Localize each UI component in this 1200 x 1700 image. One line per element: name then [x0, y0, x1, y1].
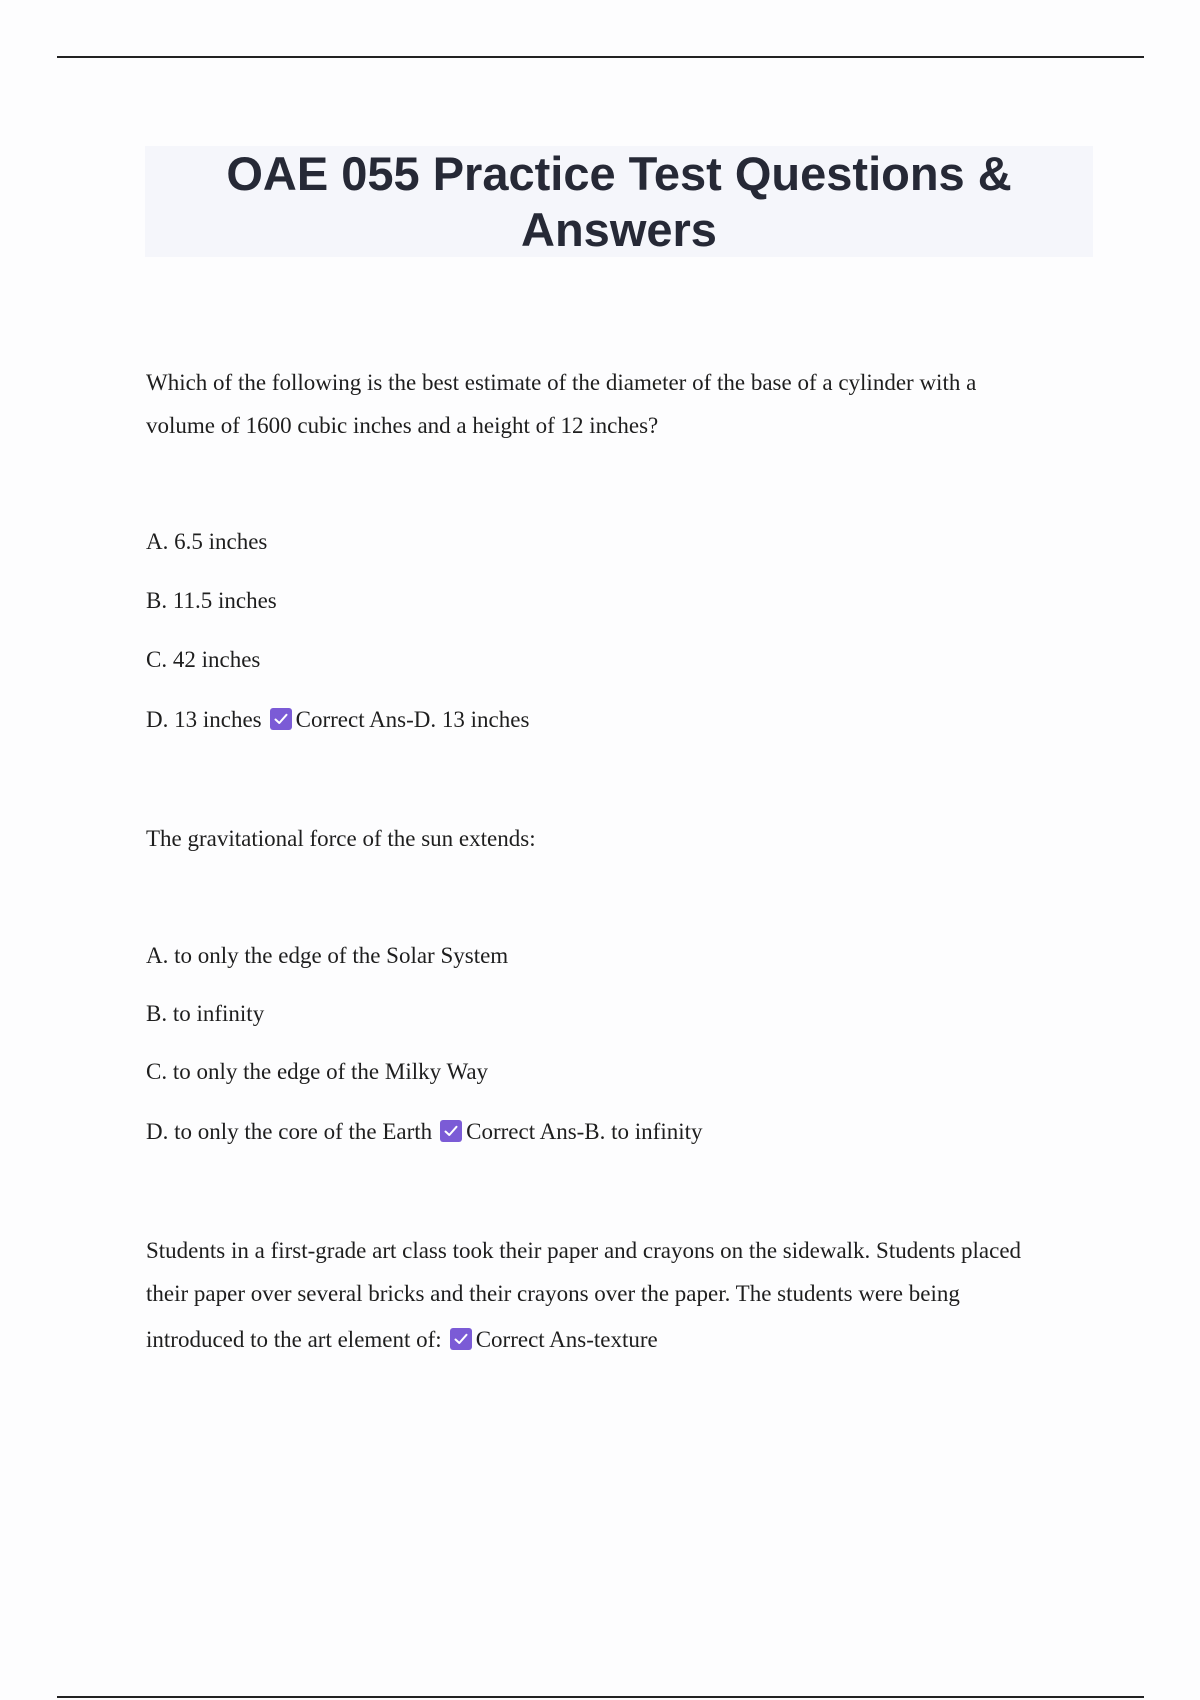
- question-1-correct-answer: Correct Ans-D. 13 inches: [295, 707, 530, 732]
- top-rule: [57, 56, 1144, 58]
- title-line-2: Answers: [521, 203, 717, 256]
- question-2-option-d: D. to only the core of the Earth: [146, 1119, 433, 1144]
- question-2-option-b: B. to infinity: [146, 1001, 265, 1026]
- checkbox-checked-icon: [440, 1120, 462, 1142]
- document-title: [145, 146, 1093, 257]
- question-1-option-c: C. 42 inches: [146, 647, 261, 672]
- question-1-option-d: D. 13 inches: [146, 707, 262, 732]
- question-1-option-b: B. 11.5 inches: [146, 588, 277, 613]
- question-3-line-1: Students in a first-grade art class took their paper and crayons on the sidewalk. Students placed: [146, 1238, 1022, 1263]
- bottom-rule: [57, 1696, 1144, 1698]
- question-3-correct-answer: Correct Ans-texture: [475, 1327, 658, 1352]
- question-2-line-1: The gravitational force of the sun extends:: [146, 826, 536, 851]
- question-3-line-3: introduced to the art element of:: [146, 1327, 442, 1352]
- question-1-line-1: Which of the following is the best estimate of the diameter of the base of a cylinder with a: [146, 370, 977, 395]
- question-2-option-d-row: [146, 1119, 703, 1145]
- question-3-line-3-row: [146, 1327, 658, 1353]
- checkbox-checked-icon: [270, 708, 292, 730]
- question-2-option-a: A. to only the edge of the Solar System: [146, 943, 509, 968]
- question-3-line-2: their paper over several bricks and their crayons over the paper. The students were being: [146, 1281, 960, 1306]
- checkbox-checked-icon: [450, 1328, 472, 1350]
- question-1-line-2: volume of 1600 cubic inches and a height of 12 inches?: [146, 413, 659, 438]
- question-1-option-a: A. 6.5 inches: [146, 529, 268, 554]
- question-2-correct-answer: Correct Ans-B. to infinity: [466, 1119, 703, 1144]
- question-1-option-d-row: [146, 707, 529, 733]
- question-2-option-c: C. to only the edge of the Milky Way: [146, 1059, 489, 1084]
- title-line-1: OAE 055 Practice Test Questions &: [226, 147, 1012, 200]
